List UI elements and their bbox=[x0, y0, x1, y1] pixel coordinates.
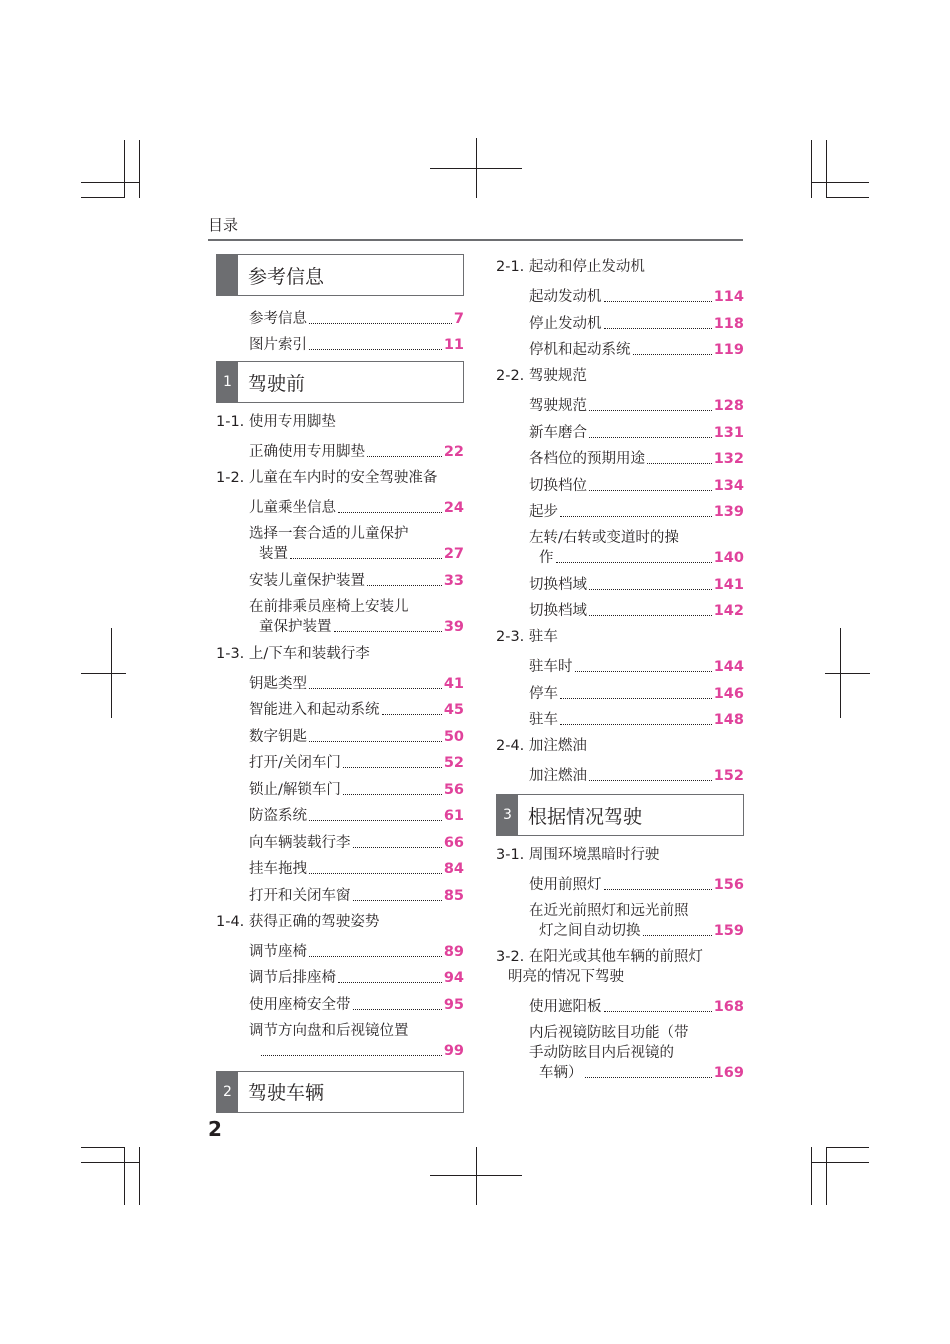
toc-entry[interactable] bbox=[249, 694, 464, 721]
section-title: 驾驶前 bbox=[248, 372, 306, 395]
entry-page: 128 bbox=[713, 398, 744, 414]
toc-entry[interactable] bbox=[529, 390, 744, 417]
entry-label: 驻车时 bbox=[529, 659, 573, 675]
entry-label: 钥匙类型 bbox=[249, 675, 307, 692]
entry-label: 切换档位 bbox=[529, 477, 587, 494]
toc-entry[interactable] bbox=[529, 522, 744, 568]
crop-mark bbox=[811, 1162, 869, 1163]
leader-dots bbox=[647, 463, 712, 464]
entry-page: 24 bbox=[443, 500, 464, 516]
entry-label: 锁止/解锁车门 bbox=[249, 781, 341, 798]
entry-page: 84 bbox=[443, 861, 464, 877]
crop-mark bbox=[139, 140, 140, 198]
toc-entry[interactable] bbox=[249, 935, 464, 962]
leader-dots bbox=[560, 516, 712, 517]
entry-label: 儿童乘坐信息 bbox=[249, 500, 336, 516]
subsection-title-line1: 3-2. 在阳光或其他车辆的前照灯 bbox=[496, 949, 703, 965]
crop-mark bbox=[81, 182, 139, 183]
entry-page: 50 bbox=[443, 728, 464, 745]
entry-label: 使用遮阳板 bbox=[529, 998, 602, 1015]
leader-dots bbox=[633, 354, 712, 355]
subsection-title[interactable]: 1-1. 使用专用脚垫 bbox=[216, 414, 336, 430]
leader-dots bbox=[575, 671, 712, 672]
entry-page: 11 bbox=[443, 337, 464, 353]
entry-page: 52 bbox=[443, 755, 464, 771]
entry-label-line1: 在前排乘员座椅上安装儿 bbox=[249, 598, 409, 615]
entry-label-line1: 在近光前照灯和远光前照 bbox=[529, 903, 689, 919]
crop-mark bbox=[81, 1147, 124, 1148]
crop-mark bbox=[826, 140, 827, 198]
entry-page: 114 bbox=[713, 289, 744, 305]
entry-page: 156 bbox=[713, 877, 744, 893]
toc-entry[interactable] bbox=[529, 443, 744, 470]
entry-page: 159 bbox=[713, 923, 744, 939]
entry-label: 打开和关闭车窗 bbox=[249, 887, 351, 904]
leader-dots bbox=[589, 410, 712, 411]
toc-entry[interactable] bbox=[249, 988, 464, 1015]
crop-mark bbox=[811, 1147, 812, 1205]
entry-page: 141 bbox=[713, 576, 744, 593]
leader-dots bbox=[560, 724, 712, 725]
entry-label: 图片索引 bbox=[249, 337, 307, 353]
leader-dots bbox=[290, 558, 442, 559]
subsection-title[interactable] bbox=[496, 944, 744, 990]
entry-label-line2: 手动防眩目内后视镜的 bbox=[529, 1044, 674, 1061]
subsection-title[interactable]: 3-1. 周围环境黑暗时行驶 bbox=[496, 847, 660, 863]
toc-entry[interactable] bbox=[249, 667, 464, 694]
toc-entry[interactable] bbox=[529, 704, 744, 731]
entry-page: 61 bbox=[443, 808, 464, 824]
leader-dots bbox=[585, 1077, 712, 1078]
entry-label: 停机和起动系统 bbox=[529, 342, 631, 358]
toc-entry[interactable] bbox=[249, 436, 464, 463]
leader-dots bbox=[309, 741, 442, 742]
leader-dots bbox=[309, 349, 442, 350]
toc-entry[interactable] bbox=[529, 496, 744, 523]
crop-mark bbox=[81, 1162, 139, 1163]
crop-mark bbox=[81, 673, 126, 674]
entry-label: 驻车 bbox=[529, 712, 558, 728]
crop-mark bbox=[124, 1147, 125, 1205]
toc-entry[interactable] bbox=[249, 1015, 464, 1061]
section-number: 3 bbox=[497, 795, 518, 835]
leader-dots bbox=[334, 631, 442, 632]
section-title: 根据情况驾驶 bbox=[528, 805, 643, 828]
leader-dots bbox=[589, 589, 712, 590]
entry-page: 146 bbox=[713, 685, 744, 702]
leader-dots bbox=[353, 1009, 442, 1010]
toc-entry[interactable] bbox=[529, 334, 744, 361]
leader-dots bbox=[309, 820, 442, 821]
section-title: 驾驶车辆 bbox=[248, 1082, 325, 1104]
crop-mark bbox=[81, 197, 124, 198]
leader-dots bbox=[556, 562, 712, 563]
subsection-title-line2: 明亮的情况下驾驶 bbox=[508, 969, 624, 985]
toc-entry[interactable] bbox=[249, 720, 464, 747]
leader-dots bbox=[353, 900, 442, 901]
toc-entry[interactable] bbox=[249, 591, 464, 637]
entry-page: 131 bbox=[713, 424, 744, 441]
entry-label-line2: 童保护装置 bbox=[259, 618, 332, 635]
crop-mark bbox=[811, 140, 812, 198]
section-title: 参考信息 bbox=[248, 265, 325, 288]
entry-page: 139 bbox=[713, 504, 744, 520]
entry-label: 切换档域 bbox=[529, 603, 587, 619]
toc-entry[interactable] bbox=[529, 869, 744, 896]
toc-entry[interactable] bbox=[529, 1017, 744, 1083]
leader-dots bbox=[604, 889, 712, 890]
entry-label-line1: 左转/右转或变道时的操 bbox=[529, 530, 679, 546]
toc-entry[interactable] bbox=[249, 329, 464, 356]
page-title: 目录 bbox=[208, 216, 239, 234]
entry-page: 169 bbox=[713, 1064, 744, 1081]
leader-dots bbox=[343, 794, 442, 795]
entry-page: 89 bbox=[443, 943, 464, 960]
crop-mark bbox=[826, 1147, 827, 1205]
entry-page: 168 bbox=[713, 998, 744, 1015]
entry-page: 99 bbox=[443, 1042, 464, 1059]
section-header-reference[interactable] bbox=[216, 254, 464, 296]
toc-entry[interactable] bbox=[249, 853, 464, 880]
crop-mark bbox=[111, 628, 112, 718]
entry-label: 起动发动机 bbox=[529, 289, 602, 305]
toc-entry[interactable] bbox=[529, 760, 744, 787]
toc-entry[interactable] bbox=[249, 800, 464, 827]
header-rule bbox=[208, 239, 743, 241]
entry-label-line3: 车辆） bbox=[539, 1064, 583, 1081]
leader-dots bbox=[338, 512, 442, 513]
toc-entry[interactable] bbox=[529, 307, 744, 334]
leader-dots bbox=[367, 585, 442, 586]
toc-entry[interactable] bbox=[529, 895, 744, 941]
entry-label: 各档位的预期用途 bbox=[529, 451, 645, 467]
entry-page: 39 bbox=[443, 618, 464, 635]
section-number-bar bbox=[217, 255, 238, 295]
entry-label: 起步 bbox=[529, 504, 558, 520]
toc-entry[interactable] bbox=[249, 962, 464, 989]
crop-mark bbox=[476, 1147, 477, 1205]
entry-label-line1: 内后视镜防眩目功能（带 bbox=[529, 1024, 689, 1041]
entry-label: 调节后排座椅 bbox=[249, 970, 336, 986]
entry-page: 22 bbox=[443, 444, 464, 460]
crop-mark bbox=[826, 197, 869, 198]
crop-mark bbox=[826, 1147, 869, 1148]
entry-label: 切换档域 bbox=[529, 576, 587, 593]
entry-page: 119 bbox=[713, 342, 744, 358]
entry-label-line2: 作 bbox=[539, 550, 554, 566]
toc-entry[interactable] bbox=[529, 281, 744, 308]
entry-label: 新车磨合 bbox=[529, 424, 587, 441]
leader-dots bbox=[309, 873, 442, 874]
toc-entry[interactable] bbox=[249, 826, 464, 853]
toc-entry[interactable] bbox=[249, 564, 464, 591]
entry-page: 95 bbox=[443, 996, 464, 1013]
toc-entry[interactable] bbox=[249, 492, 464, 519]
toc-entry[interactable] bbox=[249, 879, 464, 906]
entry-page: 41 bbox=[443, 675, 464, 692]
entry-page: 118 bbox=[713, 315, 744, 332]
leader-dots bbox=[589, 437, 712, 438]
section-header-1[interactable] bbox=[216, 361, 464, 403]
toc-entry[interactable] bbox=[249, 518, 464, 564]
section-number: 2 bbox=[217, 1072, 238, 1112]
entry-page: 33 bbox=[443, 572, 464, 589]
entry-label-line1: 调节方向盘和后视镜位置 bbox=[249, 1022, 409, 1039]
subsection-title[interactable]: 1-4. 获得正确的驾驶姿势 bbox=[216, 913, 380, 930]
entry-label: 数字钥匙 bbox=[249, 728, 307, 745]
leader-dots bbox=[261, 1055, 442, 1056]
entry-page: 152 bbox=[713, 768, 744, 784]
crop-mark bbox=[840, 628, 841, 718]
entry-label: 使用座椅安全带 bbox=[249, 996, 351, 1013]
entry-label: 正确使用专用脚垫 bbox=[249, 444, 365, 460]
leader-dots bbox=[589, 490, 712, 491]
entry-label-line2: 装置 bbox=[259, 546, 288, 562]
leader-dots bbox=[589, 615, 712, 616]
subsection-title[interactable]: 2-1. 起动和停止发动机 bbox=[496, 259, 645, 275]
entry-page: 142 bbox=[713, 603, 744, 619]
entry-label-line1: 选择一套合适的儿童保护 bbox=[249, 526, 409, 542]
toc-entry[interactable] bbox=[249, 302, 464, 329]
entry-label: 停止发动机 bbox=[529, 315, 602, 332]
entry-label: 参考信息 bbox=[249, 310, 307, 327]
crop-mark bbox=[139, 1147, 140, 1205]
entry-page: 134 bbox=[713, 477, 744, 494]
entry-label: 打开/关闭车门 bbox=[249, 755, 341, 771]
entry-page: 94 bbox=[443, 970, 464, 986]
toc-entry[interactable] bbox=[249, 773, 464, 800]
toc-entry[interactable] bbox=[529, 469, 744, 496]
entry-page: 66 bbox=[443, 834, 464, 851]
subsection-title[interactable]: 1-2. 儿童在车内时的安全驾驶准备 bbox=[216, 470, 438, 486]
entry-label: 停车 bbox=[529, 685, 558, 702]
entry-page: 7 bbox=[453, 310, 464, 327]
toc-entry[interactable] bbox=[529, 416, 744, 443]
leader-dots bbox=[309, 688, 442, 689]
toc-entry[interactable] bbox=[249, 747, 464, 774]
leader-dots bbox=[589, 780, 712, 781]
entry-page: 27 bbox=[443, 546, 464, 562]
leader-dots bbox=[367, 456, 442, 457]
entry-label: 智能进入和起动系统 bbox=[249, 702, 380, 718]
leader-dots bbox=[338, 982, 442, 983]
entry-page: 148 bbox=[713, 712, 744, 728]
entry-label: 加注燃油 bbox=[529, 768, 587, 784]
entry-label: 防盗系统 bbox=[249, 808, 307, 824]
leader-dots bbox=[604, 328, 712, 329]
entry-label: 使用前照灯 bbox=[529, 877, 602, 893]
leader-dots bbox=[604, 301, 712, 302]
page-number: 2 bbox=[208, 1117, 222, 1141]
toc-entry[interactable] bbox=[529, 990, 744, 1017]
toc-left-column bbox=[216, 254, 464, 1119]
crop-mark bbox=[124, 140, 125, 198]
leader-dots bbox=[353, 847, 442, 848]
toc-entry[interactable] bbox=[529, 677, 744, 704]
entry-label-line2: 灯之间自动切换 bbox=[539, 923, 641, 939]
leader-dots bbox=[343, 767, 442, 768]
entry-page: 85 bbox=[443, 887, 464, 904]
entry-label: 安装儿童保护装置 bbox=[249, 572, 365, 589]
crop-mark bbox=[825, 673, 870, 674]
subsection-title[interactable]: 2-2. 驾驶规范 bbox=[496, 368, 587, 384]
leader-dots bbox=[309, 956, 442, 957]
crop-mark bbox=[811, 182, 869, 183]
section-number: 1 bbox=[217, 362, 238, 402]
leader-dots bbox=[604, 1011, 712, 1012]
entry-page: 140 bbox=[713, 550, 744, 566]
leader-dots bbox=[309, 323, 452, 324]
crop-mark bbox=[476, 138, 477, 198]
entry-label: 向车辆装载行李 bbox=[249, 834, 351, 851]
toc-entry[interactable] bbox=[529, 595, 744, 622]
entry-label: 驾驶规范 bbox=[529, 398, 587, 414]
leader-dots bbox=[382, 714, 442, 715]
leader-dots bbox=[560, 698, 712, 699]
section-header-3[interactable] bbox=[496, 794, 744, 836]
subsection-title[interactable]: 2-3. 驻车 bbox=[496, 629, 558, 645]
subsection-title[interactable]: 2-4. 加注燃油 bbox=[496, 738, 587, 754]
entry-page: 144 bbox=[713, 659, 744, 675]
toc-right-column bbox=[496, 254, 744, 1083]
entry-label: 挂车拖拽 bbox=[249, 861, 307, 877]
toc-entry[interactable] bbox=[529, 568, 744, 595]
section-header-2[interactable] bbox=[216, 1071, 464, 1113]
subsection-title[interactable]: 1-3. 上/下车和装载行李 bbox=[216, 645, 370, 662]
leader-dots bbox=[643, 935, 712, 936]
entry-label: 调节座椅 bbox=[249, 943, 307, 960]
entry-page: 56 bbox=[443, 781, 464, 798]
toc-entry[interactable] bbox=[529, 651, 744, 678]
entry-page: 132 bbox=[713, 451, 744, 467]
entry-page: 45 bbox=[443, 702, 464, 718]
